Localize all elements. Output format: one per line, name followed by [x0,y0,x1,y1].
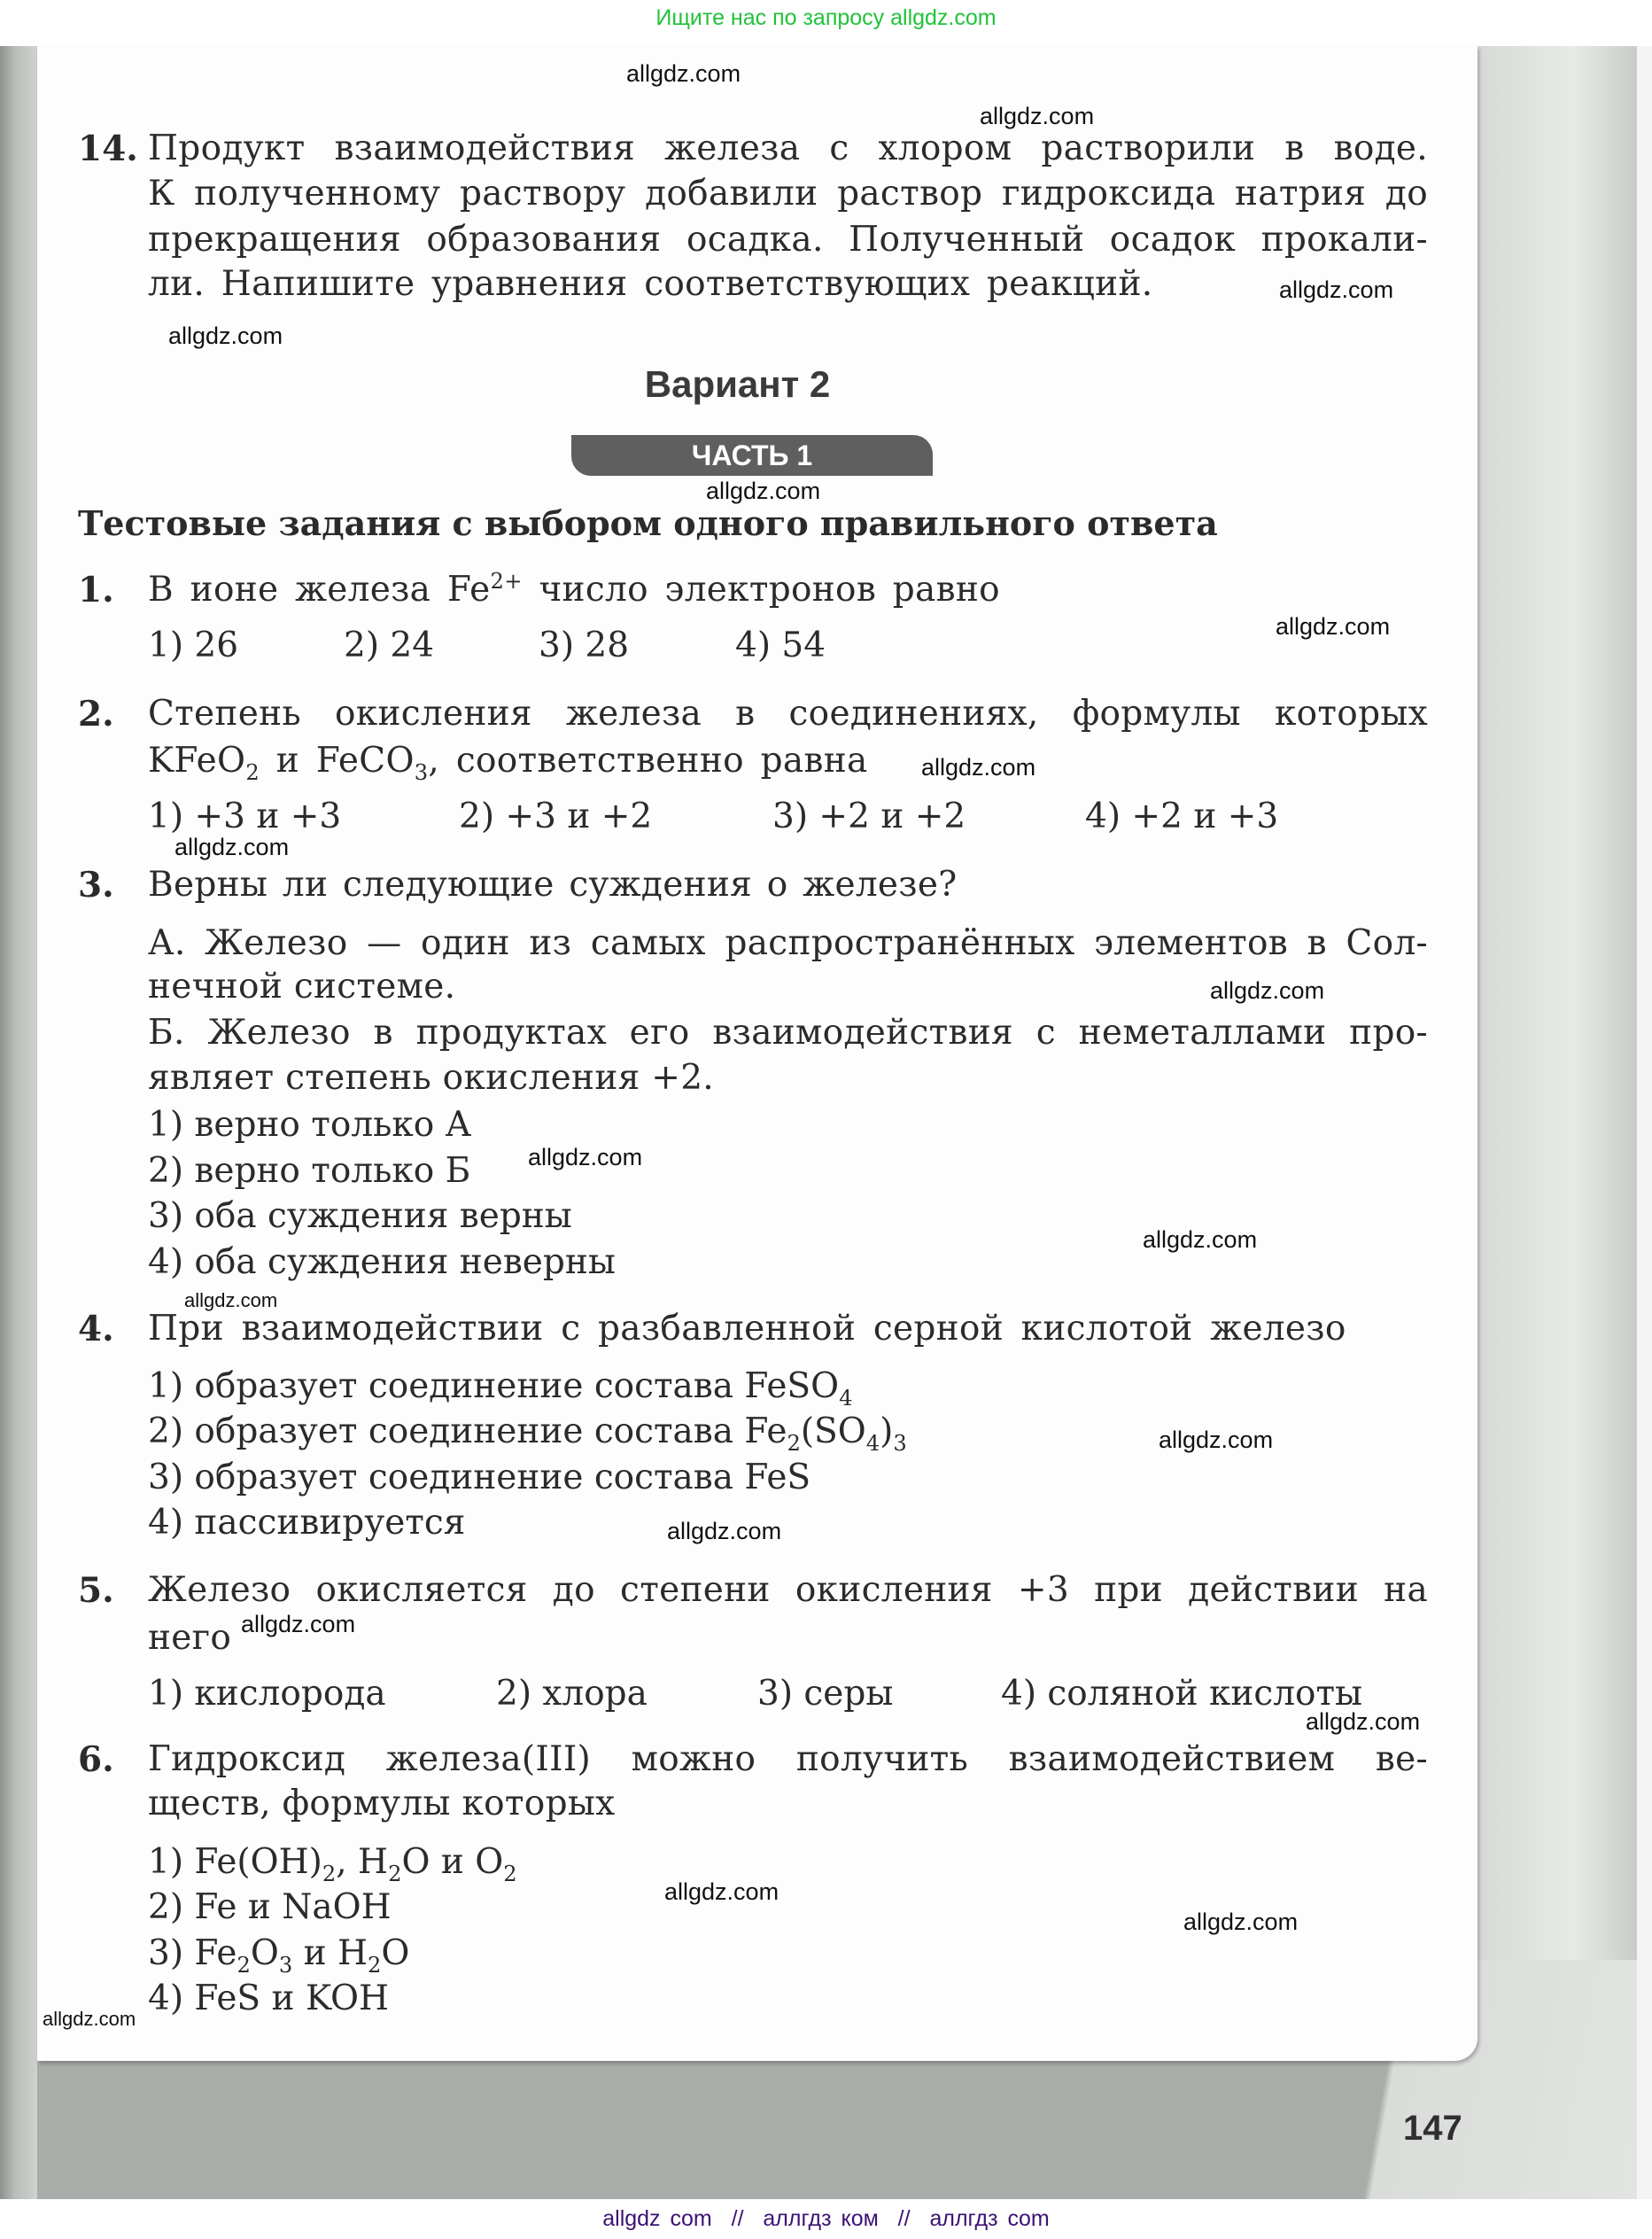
question-number: 6. [78,1739,114,1780]
question-text: При взаимодействии с разбавленной серной кислотой железо [148,1309,1346,1349]
task-14-line-4: ли. Напишите уравнения соответствующих реакций. [148,264,1153,304]
watermark: allgdz.com [667,1518,782,1544]
part-label: ЧАСТЬ 1 [691,439,813,471]
watermark: allgdz.com [921,754,1036,781]
question-number: 3. [78,865,114,906]
question-number: 4. [78,1309,114,1349]
option-3[interactable]: 3) оба суждения верны [148,1196,572,1236]
task-14-line-3: прекращения образования осадка. Полученный осадок прокали- [148,220,1428,260]
statement-a-line-1: А. Железо — один из самых распространённых элементов в Сол- [148,923,1428,963]
option-1[interactable]: 1) кислорода [148,1674,386,1714]
option-4[interactable]: 4) пассивируется [148,1503,466,1543]
option-2[interactable]: 2) Fe и NaOH [148,1887,392,1927]
task-14-line-1: Продукт взаимодействия железа с хлором растворили в воде. [148,128,1428,168]
watermark: allgdz.com [1143,1226,1258,1253]
footer-text: allgdz com // аллгдз ком // аллгдз com [602,2206,1050,2231]
watermark: allgdz.com [184,1289,278,1311]
option-4[interactable]: 4) FeS и KOH [148,1979,390,2018]
watermark: allgdz.com [1279,276,1394,303]
question-text-line-1: Гидроксид железа(III) можно получить взаимодействием ве- [148,1739,1428,1779]
part-banner [571,435,933,476]
option-3[interactable]: 3) 28 [539,626,630,665]
watermark: allgdz.com [664,1878,779,1905]
watermark: allgdz.com [980,103,1095,129]
footer [0,2199,1652,2239]
watermark: allgdz.com [1159,1427,1274,1453]
watermark: allgdz.com [1183,1909,1299,1935]
top-banner-text: Ищите нас по запросу allgdz.com [655,5,997,30]
option-4[interactable]: 4) +2 и +3 [1085,797,1279,836]
question-text-line-2: ществ, формулы которых [148,1784,616,1823]
option-2[interactable]: 2) образует соединение состава $Fe_2(SO_4)_3$ [148,1411,907,1456]
option-2[interactable]: 2) 24 [344,626,435,665]
watermark: allgdz.com [1306,1708,1421,1735]
option-2[interactable]: 2) верно только Б [148,1151,471,1191]
option-4[interactable]: 4) соляной кислоты [1001,1674,1363,1714]
option-2[interactable]: 2) хлора [496,1674,648,1714]
variant-title: Вариант 2 [644,363,831,405]
option-4[interactable]: 4) оба суждения неверны [148,1242,616,1282]
option-1[interactable]: 1) 26 [148,626,239,665]
question-text: В ионе железа $Fe^{2+}$ число электронов равно [148,569,1000,610]
watermark: allgdz.com [528,1144,643,1170]
task-number: 14. [78,128,138,169]
option-1[interactable]: 1) образует соединение состава FeSO$_4$ [148,1366,853,1411]
option-4[interactable]: 4) 54 [735,626,826,665]
question-number: 2. [78,694,114,735]
watermark: allgdz.com [175,834,290,860]
question-number: 1. [78,570,114,610]
question-text-line-1: Степень окисления железа в соединениях, формулы которых [148,694,1428,734]
watermark: allgdz.com [1210,977,1325,1004]
question-text-line-2: него [148,1618,232,1658]
top-search-banner [0,0,1652,46]
watermark: allgdz.com [168,323,283,349]
section-heading: Тестовые задания с выбором одного правильного ответа [78,503,1218,543]
question-text: Верны ли следующие суждения о железе? [148,865,958,905]
option-3[interactable]: 3) $Fe_2O_3$ и $H_2O$ [148,1933,410,1978]
watermark: allgdz.com [241,1611,356,1637]
option-3[interactable]: 3) образует соединение состава FeS [148,1458,811,1497]
statement-b-line-2: являет степень окисления +2. [148,1058,715,1098]
watermark: allgdz.com [1276,613,1391,640]
watermark: allgdz.com [43,2008,136,2030]
statement-a-line-2: нечной системе. [148,967,456,1007]
question-number: 5. [78,1570,114,1611]
statement-b-line-1: Б. Железо в продуктах его взаимодействия с неметаллами про- [148,1013,1428,1053]
option-3[interactable]: 3) +2 и +2 [772,797,966,836]
question-text-line-2: KFeO$_2$ и FeCO$_3$, соответственно равна [148,741,868,785]
option-3[interactable]: 3) серы [757,1674,894,1714]
option-1[interactable]: 1) +3 и +3 [148,797,342,836]
option-2[interactable]: 2) +3 и +2 [459,797,653,836]
option-1[interactable]: 1) $Fe(OH)_2$, $H_2O$ и $O_2$ [148,1842,517,1886]
question-text-line-1: Железо окисляется до степени окисления +3 при действии на [148,1570,1428,1610]
page-number: 147 [1403,2109,1462,2148]
watermark: allgdz.com [706,478,821,504]
task-14-line-2: К полученному раствору добавили раствор гидроксида натрия до [148,174,1428,214]
option-1[interactable]: 1) верно только А [148,1105,472,1145]
watermark: allgdz.com [626,60,741,87]
